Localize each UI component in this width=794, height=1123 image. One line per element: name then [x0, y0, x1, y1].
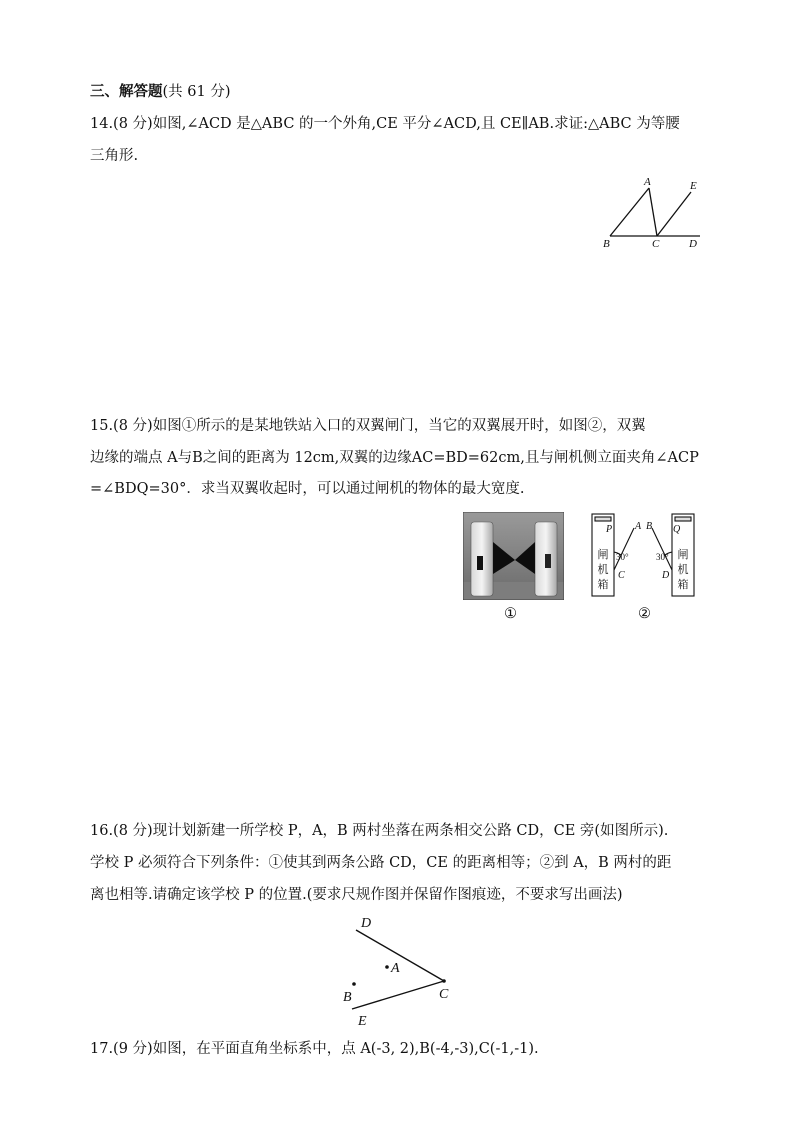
- q15-fig1-caption: ①: [504, 606, 517, 622]
- label-a: A: [635, 521, 642, 532]
- q14-line-ce: [657, 192, 691, 236]
- q14-text-line1: 14.(8 分)如图,∠ACD 是△ABC 的一个外角,CE 平分∠ACD,且 CE∥AB.求证:△ABC 为等腰: [90, 116, 680, 132]
- q15-text-line3: =∠BDQ=30°．求当双翼收起时，可以通过闸机的物体的最大宽度.: [90, 481, 525, 497]
- left-box-char-1: 闸: [597, 548, 609, 561]
- village-b-point: [352, 982, 356, 986]
- q16-label-e: E: [358, 1014, 367, 1029]
- angle-label-left: 30°: [616, 552, 629, 562]
- q15-figure-photo: [463, 512, 564, 600]
- q14-label-b: B: [603, 238, 610, 250]
- q15-figure-schematic: [590, 512, 698, 600]
- label-d: D: [662, 570, 670, 581]
- q14-text-line2: 三角形.: [90, 148, 139, 164]
- q14-label-e: E: [690, 180, 697, 192]
- q16-label-a: A: [391, 961, 400, 976]
- q16-figure: [336, 910, 460, 1030]
- right-box-char-3: 箱: [677, 578, 689, 591]
- right-box-char-2: 机: [677, 563, 689, 576]
- label-b: B: [646, 521, 653, 532]
- road-cd: [356, 930, 444, 981]
- q16-label-c: C: [439, 987, 449, 1002]
- wing-ac: [614, 528, 634, 570]
- label-p: P: [606, 524, 613, 535]
- section-heading: [90, 82, 230, 102]
- q16-text-line2: 学校 P 必须符合下列条件：①使其到两条公路 CD，CE 的距离相等；②到 A，B 两村的距: [90, 855, 672, 871]
- q14-label-d: D: [689, 238, 697, 250]
- q17-text-line1: 17.(9 分)如图，在平面直角坐标系中，点 A(-3, 2),B(-4,-3),C(-1,-1).: [90, 1041, 539, 1057]
- angle-label-right: 30°: [656, 552, 669, 562]
- q16-text-line3: 离也相等.请确定该学校 P 的位置.(要求尺规作图并保留作图痕迹，不要求写出画法): [90, 887, 623, 903]
- q14-label-a: A: [644, 176, 651, 188]
- label-q: Q: [673, 524, 681, 535]
- wing-bd: [652, 528, 672, 570]
- left-box-char-2: 机: [597, 563, 609, 576]
- q16-text-line1: 16.(8 分)现计划新建一所学校 P，A，B 两村坐落在两条相交公路 CD，CE 旁(如图所示).: [90, 823, 669, 839]
- section-title-score: (共 61 分): [162, 84, 231, 100]
- village-a-point: [385, 965, 389, 969]
- label-c: C: [618, 570, 625, 581]
- q14-figure: [596, 172, 708, 252]
- q14-label-c: C: [652, 238, 660, 250]
- road-ce: [352, 981, 444, 1009]
- section-title-bold: 三、解答题: [90, 84, 163, 100]
- left-box-char-3: 箱: [597, 578, 609, 591]
- q14-line-ab: [610, 188, 649, 236]
- q16-label-d: D: [361, 916, 372, 931]
- q15-fig2-caption: ②: [638, 606, 651, 622]
- q14-line-ac: [649, 188, 657, 236]
- right-box-char-1: 闸: [677, 548, 689, 561]
- q16-label-b: B: [343, 990, 352, 1005]
- q15-text-line2: 边缘的端点 A与B之间的距离为 12cm,双翼的边缘AC=BD=62cm,且与闸机侧立面夹角∠ACP: [90, 450, 699, 466]
- q15-text-line1: 15.(8 分)如图①所示的是某地铁站入口的双翼闸门，当它的双翼展开时，如图②，双翼: [90, 418, 646, 434]
